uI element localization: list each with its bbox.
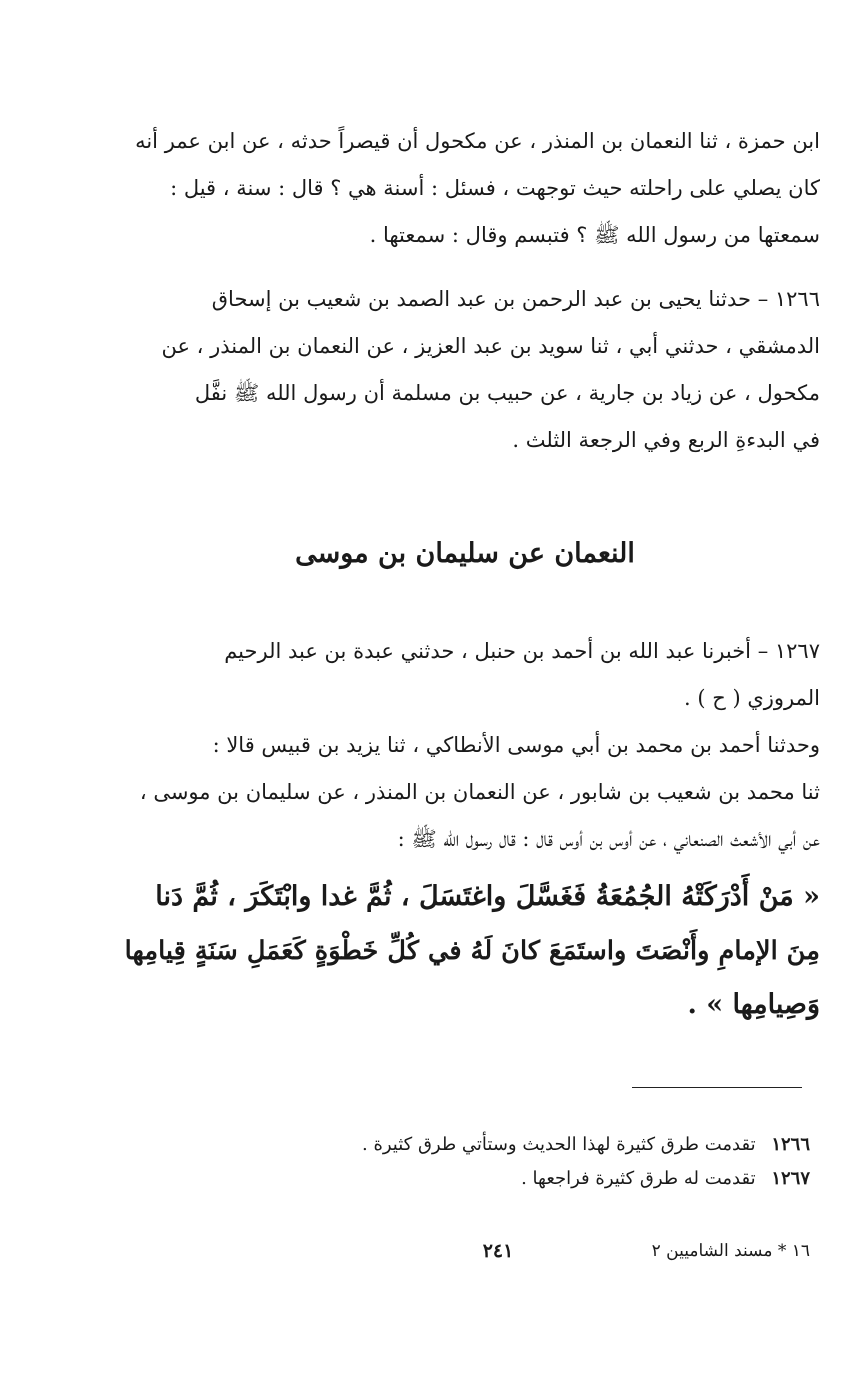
text-line: وحدثنا أحمد بن محمد بن أبي موسى الأنطاكي ، ثنا يزيد بن قبيس قالا : [212, 733, 820, 757]
text-line: ثنا محمد بن شعيب بن شابور ، عن النعمان بن المنذر ، عن سليمان بن موسى ، [139, 780, 820, 804]
footnote [110, 1162, 810, 1196]
text-line: ١٢٦٦ – حدثنا يحيى بن عبد الرحمن بن عبد الصمد بن شعيب بن إسحاق [211, 287, 820, 311]
text-line: وَصِيامِها » . [687, 989, 820, 1020]
text-line: مكحول ، عن زياد بن جارية ، عن حبيب بن مسلمة أن رسول الله ﷺ نفَّل [194, 381, 820, 405]
footnote [110, 1128, 810, 1162]
hadith-1266 [110, 276, 820, 464]
book-reference: ١٦ * مسند الشاميين ٢ [651, 1241, 810, 1261]
footnote-number: ١٢٦٧ [771, 1168, 810, 1189]
text-line: الدمشقي ، حدثني أبي ، ثنا سويد بن عبد العزيز ، عن النعمان بن المنذر ، عن [161, 334, 820, 358]
footnote-text: تقدمت له طرق كثيرة فراجعها . [521, 1168, 756, 1189]
text-line: سمعتها من رسول الله ﷺ ؟ فتبسم وقال : سمعتها . [369, 223, 820, 247]
footnote-divider [632, 1087, 802, 1088]
text-line: كان يصلي على راحلته حيث توجهت ، فسئل : أسنة هي ؟ قال : سنة ، قيل : [170, 176, 820, 200]
footnote-text: تقدمت طرق كثيرة لهذا الحديث وستأتي طرق كثيرة . [362, 1134, 756, 1155]
text-line: عن أبي الأشعث الصنعاني ، عن أوس بن أوس قال : قال رسول الله ﷺ : [397, 827, 820, 851]
text-line: مِنَ الإمامِ وأَنْصَتَ واستَمَعَ كانَ لَهُ في كُلِّ خَطْوَةٍ كَعَمَلِ سَنَةٍ قِيامِها [124, 936, 820, 966]
text-line: ابن حمزة ، ثنا النعمان بن المنذر ، عن مكحول أن قيصراً حدثه ، عن ابن عمر أنه [135, 129, 820, 153]
hadith-1267-intro [110, 628, 820, 722]
footnote-number: ١٢٦٦ [771, 1134, 810, 1155]
paragraph-continuation [110, 118, 820, 259]
text-line: المروزي ( ح ) . [684, 686, 820, 710]
hadith-1267-text [110, 870, 820, 1032]
footnotes [110, 1128, 810, 1196]
page-number: ٢٤١ [482, 1240, 514, 1262]
text-line: في البدءةِ الربع وفي الرجعة الثلث . [512, 428, 820, 452]
hadith-1267-chain [110, 722, 820, 863]
text-line: « مَنْ أَدْرَكَتْهُ الجُمُعَةُ فَغَسَّلَ واغتَسَلَ ، ثُمَّ غدا وابْتَكَرَ ، ثُمَّ دَنا [155, 881, 820, 912]
section-heading: النعمان عن سليمان بن موسى [295, 538, 635, 569]
text-line: ١٢٦٧ – أخبرنا عبد الله بن أحمد بن حنبل ، حدثني عبدة بن عبد الرحيم [224, 639, 820, 663]
